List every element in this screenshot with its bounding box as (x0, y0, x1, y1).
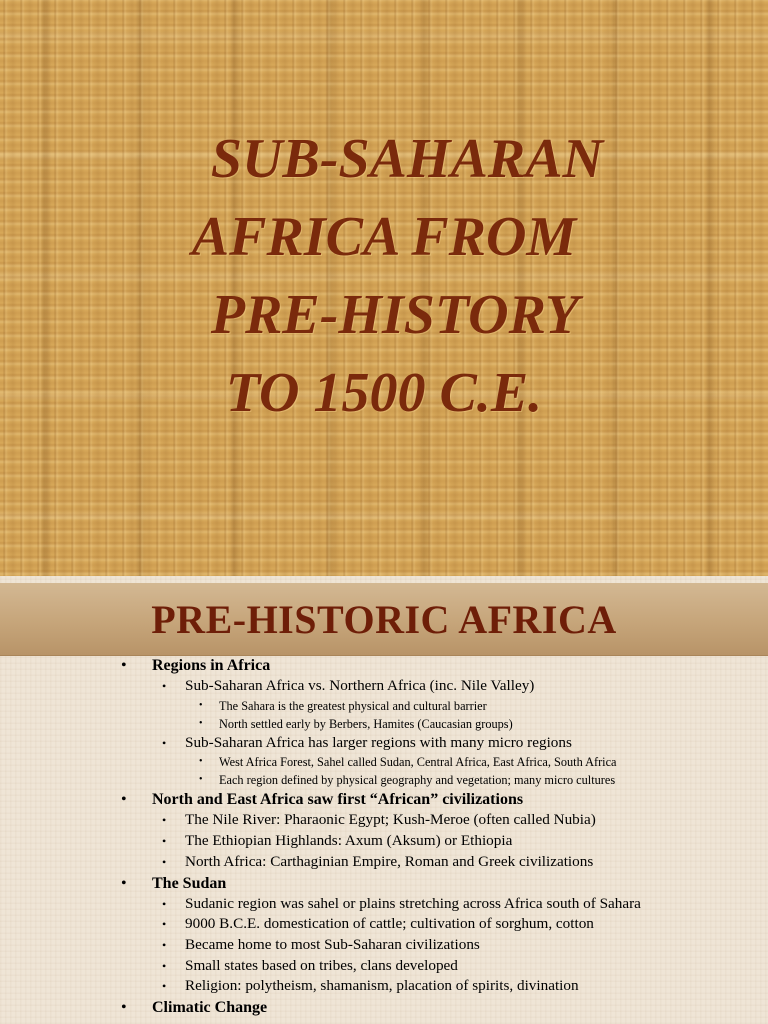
bullet-icon: • (162, 917, 167, 932)
bullet-icon: • (121, 791, 127, 809)
sub-bullet-item (0, 956, 768, 977)
sub-bullet-item (0, 831, 768, 852)
bullet-text: The Nile River: Pharaonic Egypt; Kush-Meroe (often called Nubia) (185, 811, 596, 829)
bullet-text: Climatic Change (152, 999, 268, 1017)
bullet-icon: • (162, 854, 167, 869)
bullet-text: The Ethiopian Highlands: Axum (Aksum) or Ethiopia (185, 832, 513, 850)
slide-title (0, 120, 768, 432)
bullet-text: Regions in Africa (152, 657, 271, 674)
bullet-icon: • (162, 896, 167, 911)
bullet-icon: • (121, 874, 127, 892)
sub-sub-bullet-item (0, 715, 768, 733)
sub-bullet-item (0, 852, 768, 873)
bullet-icon: • (162, 834, 167, 849)
title-line: SUB-SAHARAN (210, 128, 604, 190)
bullet-text: Small states based on tribes, clans developed (185, 956, 458, 974)
bullet-icon: • (162, 958, 167, 973)
slide-heading: PRE-HISTORIC AFRICA (151, 597, 617, 642)
bullet-icon: • (162, 937, 167, 952)
bullet-text: 9000 B.C.E. domestication of cattle; cultivation of sorghum, cotton (185, 915, 594, 933)
sub-sub-bullet-item (0, 753, 768, 771)
sub-sub-bullet-item (0, 771, 768, 789)
bullet-text: North settled early by Berbers, Hamites (Caucasian groups) (219, 716, 513, 731)
bullet-icon: • (199, 717, 203, 729)
bullet-text: Sudanic region was sahel or plains stretching across Africa south of Sahara (185, 894, 641, 912)
bullet-text: Became home to most Sub-Saharan civilizations (185, 935, 480, 953)
sub-bullet-item (0, 935, 768, 956)
sub-bullet-item (0, 676, 768, 733)
sub-bullet-item (0, 733, 768, 790)
bullet-icon: • (162, 735, 167, 750)
bullet-text: North and East Africa saw first “African” civilizations (152, 791, 524, 809)
sub-bullet-item (0, 894, 768, 915)
bullet-icon: • (162, 679, 167, 693)
content-slide (0, 576, 768, 1024)
bullet-outline (0, 655, 768, 1018)
bullet-text: Sub-Saharan Africa has larger regions with many micro regions (185, 733, 572, 751)
bullet-icon: • (199, 756, 203, 768)
bullet-text: North Africa: Carthaginian Empire, Roman and Greek civilizations (185, 852, 594, 870)
bullet-icon: • (121, 657, 127, 674)
bullet-item (0, 997, 768, 1018)
bullet-text: Each region defined by physical geography and vegetation; many micro cultures (219, 773, 616, 788)
bullet-icon: • (121, 999, 127, 1017)
bullet-text: The Sudan (152, 874, 227, 892)
bullet-text: Religion: polytheism, shamanism, placation of spirits, divination (185, 977, 579, 995)
title-line: PRE-HISTORY (210, 284, 580, 346)
bullet-icon: • (199, 699, 203, 711)
sub-bullet-item (0, 810, 768, 831)
bullet-text: The Sahara is the greatest physical and cultural barrier (219, 698, 487, 713)
bullet-item (0, 655, 768, 789)
sub-bullet-item (0, 914, 768, 935)
bullet-icon: • (162, 979, 167, 994)
sub-sub-bullet-item (0, 697, 768, 715)
title-line: TO 1500 C.E. (225, 362, 543, 424)
bullet-text: Sub-Saharan Africa vs. Northern Africa (inc. Nile Valley) (185, 677, 535, 694)
bullet-item (0, 789, 768, 872)
title-line: AFRICA FROM (191, 206, 577, 268)
bullet-icon: • (162, 813, 167, 828)
sub-bullet-item (0, 976, 768, 997)
bullet-text: West Africa Forest, Sahel called Sudan, Central Africa, East Africa, South Africa (219, 755, 617, 770)
bullet-icon: • (199, 774, 203, 786)
bullet-item (0, 873, 768, 998)
